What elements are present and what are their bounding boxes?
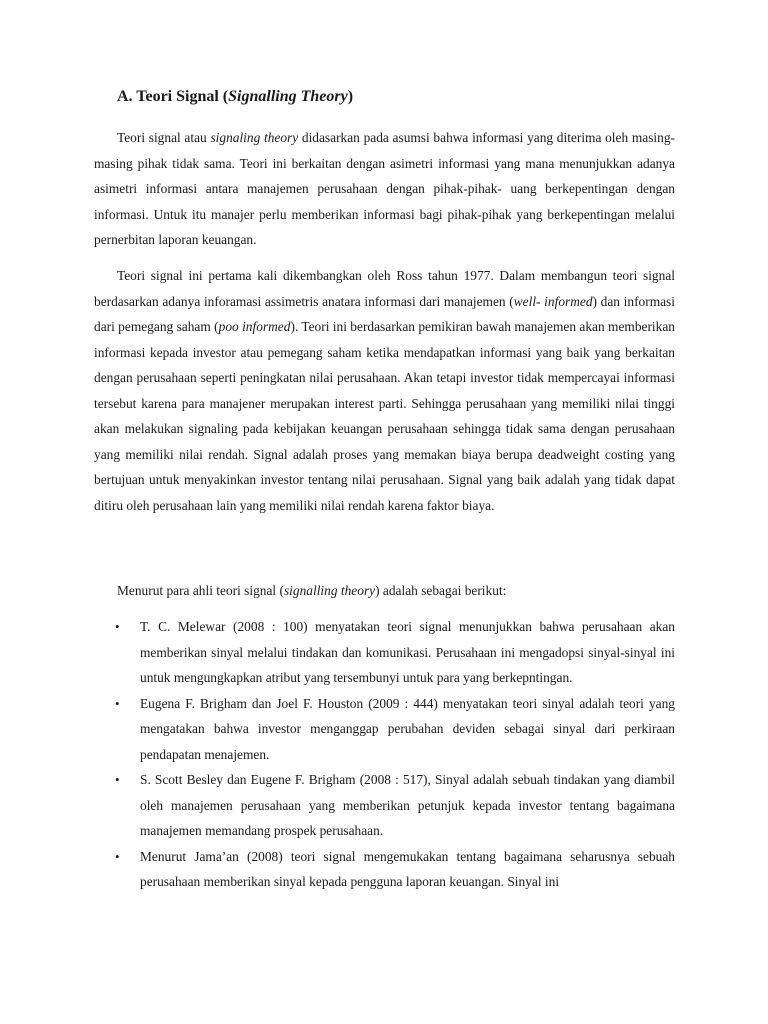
paragraph-1-seg-2: signaling theory [210,130,299,145]
heading-prefix: A. Teori Signal ( [117,88,229,105]
paragraph-1-seg-3: didasarkan pada asumsi bahwa informasi yang diterima oleh masing-masing pihak tidak sama. Teori ini berkaitan dengan asimetri informasi yang mana menunjukkan adanya asimetri informasi antara manajemen perusahaan dengan pihak-pihak- uang berkepentingan dengan informasi. Untuk itu manajer perlu memberikan informasi bagi pihak-pihak yang berkepentingan melalui pernerbitan laporan keuangan. [94,130,675,247]
section-heading [117,86,353,108]
paragraph-2-seg-5: ). Teori ini berdasarkan pemikiran bawah manajemen akan memberikan informasi kepada investor atau pemegang saham ketika mendapatkan informasi yang baik yang berkaitan dengan perusahaan seperti peningkatan nilai perusahaan. Akan tetapi investor tidak mempercayai informasi tersebut karena para manajener merupakan interest parti. Sehingga perusahaan yang memiliki nilai tinggi akan melakukan signaling pada kebijakan keuangan perusahaan sehingga tidak sama dengan perusahaan yang memiliki nilai rendah. Signal adalah proses yang memakan biaya berupa deadweight costing yang bertujuan untuk menyakinkan investor tentang nilai perusahaan. Signal yang baik adalah yang tidak dapat ditiru oleh perusahaan lain yang memiliki nilai rendah karena faktor biaya. [94,319,675,513]
bullet-marker: • [115,848,120,864]
paragraph-2-seg-1: Teori signal ini pertama kali dikembangkan oleh Ross tahun 1977. Dalam membangun teori signal berdasarkan adanya inforamasi assimetris anatara informasi dari manajemen ( [94,268,675,309]
list-item [94,691,675,768]
paragraph-3-seg-1: Menurut para ahli teori signal ( [117,583,284,598]
paragraph-3-seg-2: signalling theory [283,583,376,598]
list-item-text: T. C. Melewar (2008 : 100) menyatakan teori signal menunjukkan bahwa perusahaan akan memberikan sinyal melalui tindakan dan komunikasi. Perusahaan ini mengadopsi sinyal-sinyal ini untuk mengungkapkan atribut yang tersembunyi untuk para yang berkepntingan. [140,619,675,685]
paragraph-1 [94,125,675,253]
paragraph-2 [94,263,675,518]
heading-suffix: ) [347,88,354,105]
bullet-marker: • [115,695,120,711]
paragraph-2-seg-4: poo informed [218,319,291,334]
list-item-text: Eugena F. Brigham dan Joel F. Houston (2009 : 444) menyatakan teori sinyal adalah teori yang mengatakan bahwa investor menganggap perubahan deviden sebagai sinyal dari perkiraan pendapatan menajemen. [140,695,675,762]
paragraph-1-seg-1: Teori signal atau [117,130,211,145]
list-item [94,614,675,691]
list-item [94,844,675,895]
bullet-marker: • [115,619,120,634]
heading-italic: Signalling Theory [228,88,348,105]
list-item [94,767,675,844]
paragraph-3-seg-3: ) adalah sebagai berikut: [375,583,507,598]
bullet-marker: • [115,772,120,787]
list-item-text: S. Scott Besley dan Eugene F. Brigham (2008 : 517), Sinyal adalah sebuah tindakan yang diambil oleh manajemen perusahaan yang memberikan petunjuk kepada investor tentang bagaimana manajemen memandang prospek perusahaan. [140,772,675,838]
paragraph-3 [94,578,675,604]
paragraph-2-seg-2: well- informed [513,293,593,309]
paragraph-2-seg-3: ) dan informasi dari pemegang saham ( [94,293,675,334]
bullet-list [94,614,675,895]
list-item-text: Menurut Jama’an (2008) teori signal mengemukakan tentang bagaimana seharusnya sebuah perusahaan memberikan sinyal kepada pengguna laporan keuangan. Sinyal ini [140,848,675,889]
